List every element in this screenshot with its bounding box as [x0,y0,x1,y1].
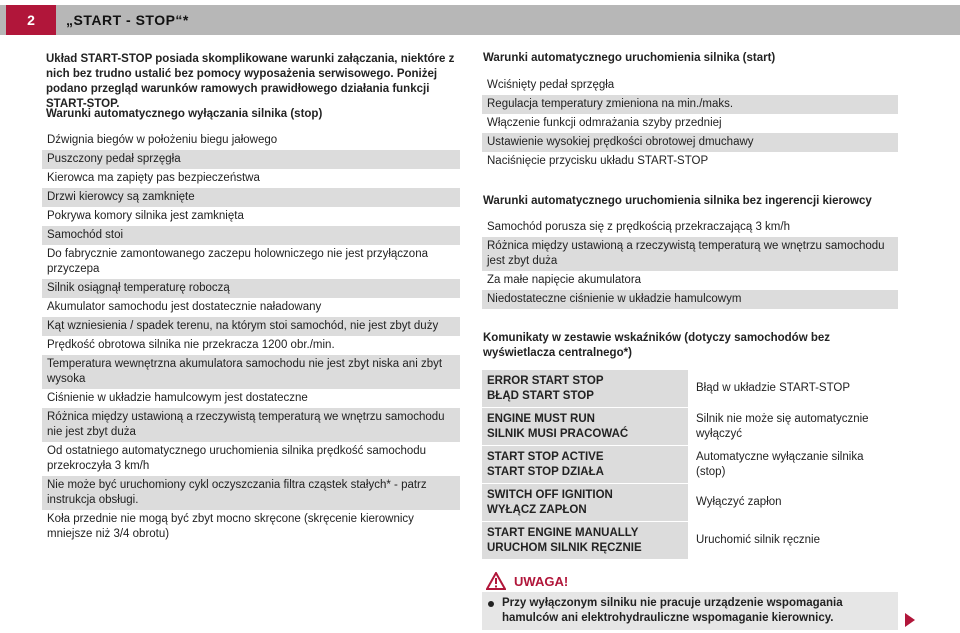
start-condition-item: Ustawienie wysokiej prędkości obrotowej dmuchawy [482,133,898,152]
bullet-icon [488,601,494,607]
stop-conditions-list [42,131,460,544]
stop-condition-item: Pokrywa komory silnika jest zamknięta [47,210,244,222]
indicator-row [482,408,898,445]
indicator-message: ENGINE MUST RUN SILNIK MUSI PRACOWAĆ [482,408,688,445]
stop-condition-item: Różnica między ustawioną a rzeczywistą temperaturą we wnętrzu samochodu nie jest zbyt duża [42,408,460,442]
start-condition-item: Włączenie funkcji odmrażania szyby przedniej [487,117,722,129]
stop-conditions-title: Warunki automatycznego wyłączania silnika (stop) [46,108,323,120]
indicator-row [482,370,898,407]
stop-condition-item: Kierowca ma zapięty pas bezpieczeństwa [47,172,260,184]
warning-body [482,592,898,630]
stop-condition-item: Puszczony pedał sprzęgła [42,150,460,169]
start-condition-item: Naciśnięcie przycisku układu START-STOP [487,155,709,167]
indicator-meaning: Uruchomić silnik ręcznie [688,522,898,559]
warning-header [482,570,898,592]
stop-condition-item: Nie może być uruchomiony cykl oczyszczania filtra cząstek stałych* - patrz instrukcja obsługi. [42,476,460,510]
stop-condition-item: Silnik osiągnął temperaturę roboczą [42,279,460,298]
warning-triangle-icon [486,572,506,590]
indicator-row [482,446,898,483]
stop-condition-item: Akumulator samochodu jest dostatecznie naładowany [47,301,322,313]
indicator-meaning: Silnik nie może się automatycznie wyłączyć [688,408,898,445]
stop-condition-item: Drzwi kierowcy są zamknięte [42,188,460,207]
indicator-meaning: Wyłączyć zapłon [688,484,898,521]
indicator-message: START ENGINE MANUALLY URUCHOM SILNIK RĘCZNIE [482,522,688,559]
indicator-message: SWITCH OFF IGNITION WYŁĄCZ ZAPŁON [482,484,688,521]
auto-start-conditions-title: Warunki automatycznego uruchomienia silnika bez ingerencji kierowcy [483,195,872,207]
start-conditions-list [482,76,898,171]
indicator-message: ERROR START STOP BŁĄD START STOP [482,370,688,407]
stop-condition-item: Temperatura wewnętrzna akumulatora samochodu nie jest zbyt niska ani zbyt wysoka [42,355,460,389]
stop-condition-item: Koła przednie nie mogą być zbyt mocno skręcone (skręcenie kierownicy mniejsze niż 3/4 obrotu) [47,513,414,540]
next-page-arrow-icon[interactable] [905,613,915,627]
auto-start-condition-item: Samochód porusza się z prędkością przekraczającą 3 km/h [487,221,790,233]
indicator-meaning: Błąd w układzie START-STOP [688,370,898,407]
warning-text: Przy wyłączonym silniku nie pracuje urządzenie wspomagania hamulców ani elektrohydrauliczne wspomaganie kierownicy. [502,597,843,624]
indicator-row [482,484,898,521]
auto-start-condition-item: Za małe napięcie akumulatora [487,274,642,286]
warning-box [482,570,898,630]
start-condition-item: Wciśnięty pedał sprzęgła [487,79,615,91]
intro-text: Układ START-STOP posiada skomplikowane warunki załączania, niektóre z nich bez trudno ustalić bez pomocy wyposażenia serwisowego. Poniżej podano przegląd warunków ramowych prawidłowego działania funkcji START-STOP. [46,53,455,110]
page-number: 2 [6,5,56,35]
auto-start-condition-item: Niedostateczne ciśnienie w układzie hamulcowym [482,290,898,309]
start-condition-item: Regulacja temperatury zmieniona na min./maks. [482,95,898,114]
auto-start-conditions-list [482,218,898,309]
indicator-messages-table [482,370,898,559]
indicator-message: START STOP ACTIVE START STOP DZIAŁA [482,446,688,483]
indicator-messages-title: Komunikaty w zestawie wskaźników (dotyczy samochodów bez wyświetlacza centralnego*) [483,332,830,359]
warning-title: UWAGA! [514,573,569,589]
indicator-meaning: Automatyczne wyłączanie silnika (stop) [688,446,898,483]
auto-start-condition-item: Różnica między ustawioną a rzeczywistą temperaturą we wnętrzu samochodu jest zbyt duża [482,237,898,271]
start-conditions-title: Warunki automatycznego uruchomienia silnika (start) [483,52,776,64]
stop-condition-item: Kąt wzniesienia / spadek terenu, na którym stoi samochód, nie jest zbyt duży [42,317,460,336]
stop-condition-item: Od ostatniego automatycznego uruchomienia silnika prędkość samochodu przekroczyła 3 km/h [47,445,427,472]
stop-condition-item: Prędkość obrotowa silnika nie przekracza 1200 obr./min. [47,339,335,351]
stop-condition-item: Do fabrycznie zamontowanego zaczepu holowniczego nie jest przyłączona przyczepa [47,248,428,275]
stop-condition-item: Dźwignia biegów w położeniu biegu jałowego [47,134,278,146]
page-title: „START - STOP“* [66,12,189,28]
indicator-row [482,522,898,559]
stop-condition-item: Samochód stoi [42,226,460,245]
stop-condition-item: Ciśnienie w układzie hamulcowym jest dostateczne [47,392,308,404]
